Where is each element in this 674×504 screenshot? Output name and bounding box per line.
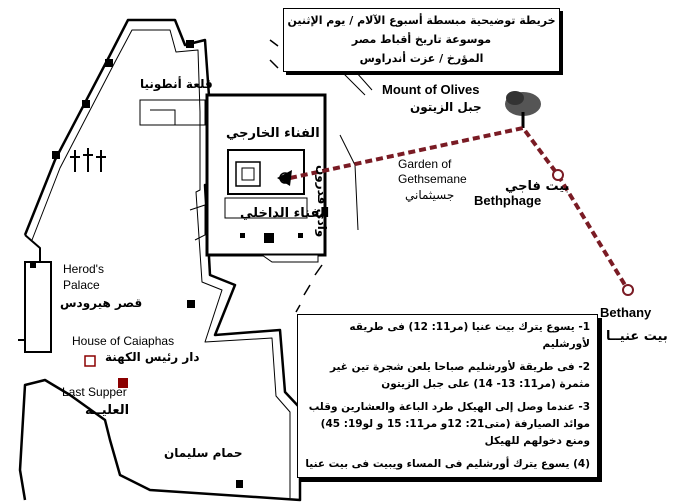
bethphage-label: Bethphage bbox=[474, 193, 542, 208]
route-path bbox=[290, 128, 628, 290]
antonia-fortress bbox=[140, 100, 205, 125]
legend-item-3: 3- عندما وصل إلى الهيكل طرد الباعة والعشارين وقلب موائد الصيارفة (متى21: 12و مر11: 15 و لو19: 45) ومنع دخولهم للهيكل bbox=[308, 401, 590, 447]
solomon-bath-label: حمام سليمان bbox=[164, 446, 243, 460]
title-box bbox=[283, 8, 560, 72]
mount-of-olives-label: Mount of Olives bbox=[382, 82, 480, 97]
bethany-marker bbox=[623, 285, 633, 295]
garden-label-line2: Gethsemane bbox=[398, 172, 467, 186]
temple-mount bbox=[207, 95, 325, 262]
city-wall bbox=[18, 20, 300, 500]
mount-of-olives-arabic-label: جبل الزيتون bbox=[410, 100, 482, 114]
garden-arabic-label: جسيثماني bbox=[405, 188, 455, 202]
herods-palace-arabic-label: قصر هيرودس bbox=[60, 296, 143, 310]
herods-palace-building bbox=[25, 262, 51, 352]
caiaphas-label: House of Caiaphas bbox=[72, 334, 175, 348]
last-supper-arabic-label: العليــة bbox=[85, 403, 130, 418]
title-line-3: المؤرخ / عزت أندراوس bbox=[359, 52, 484, 65]
kidron-label: وادي قدرون bbox=[315, 165, 329, 238]
last-supper-label: Last Supper bbox=[62, 385, 127, 399]
title-line-1: خريطة توضيحية مبسطة أسبوع الآلام / يوم الإثنين bbox=[287, 14, 556, 27]
herods-palace-label-line1: Herod's bbox=[63, 262, 104, 276]
garden-label-line1: Garden of bbox=[398, 157, 452, 171]
bethany-label: Bethany bbox=[600, 305, 652, 320]
bethany-arabic-label: بيت عنيــا bbox=[606, 329, 668, 344]
legend-item-2: 2- فى طريقة لأورشليم صباحا يلعن شجرة تين غير مثمرة (مر11: 13- 14) على جبل الزيتون bbox=[329, 361, 590, 390]
bethphage-arabic-label: بيت فاجي bbox=[505, 179, 570, 194]
legend-box bbox=[297, 314, 598, 478]
tree-icon bbox=[505, 91, 541, 128]
inner-court-label: الفناء الداخلي bbox=[240, 206, 330, 221]
crosses-icon bbox=[70, 148, 106, 172]
herods-palace-label-line2: Palace bbox=[63, 278, 100, 292]
antonia-label: قلعة أنطونيا bbox=[140, 77, 213, 91]
caiaphas-arabic-label: دار رئيس الكهنة bbox=[105, 350, 200, 364]
caiaphas-marker bbox=[85, 356, 95, 366]
title-line-2: موسوعة تاريخ أقباط مصر bbox=[351, 33, 492, 46]
legend-item-4: (4) يسوع يترك أورشليم فى المساء ويبيت فى بيت عنيا bbox=[305, 458, 590, 470]
legend-item-1: 1- يسوع يترك بيت عنيا (مر11: 12) فى طريقه لأورشليم bbox=[349, 321, 590, 350]
outer-court-label: الفناء الخارجي bbox=[226, 126, 320, 141]
